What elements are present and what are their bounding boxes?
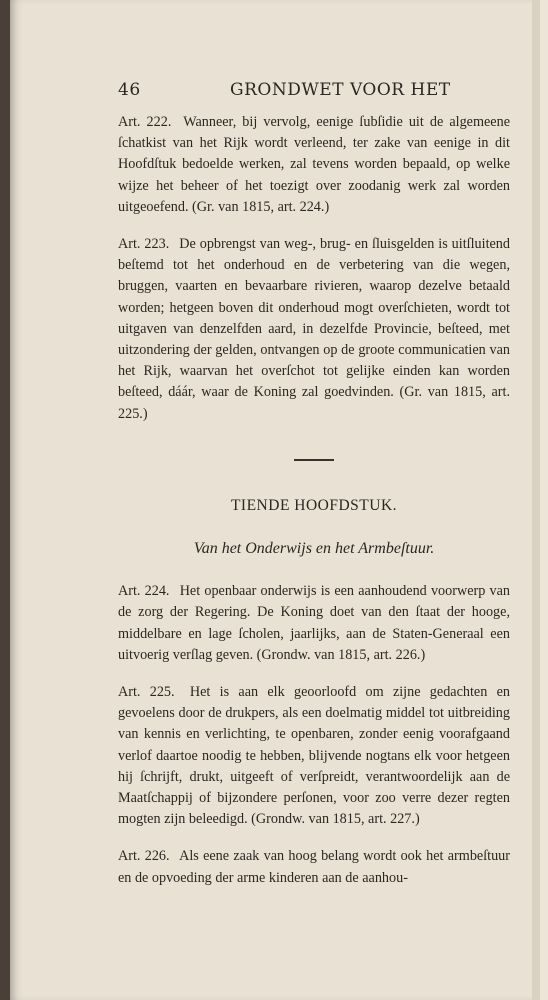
- page-number: 46: [118, 80, 141, 100]
- article-paragraph: [118, 846, 510, 888]
- article-text: Wanneer, bij vervolg, eenige ſubſidie uit de algemeene ſchatkist van het Rijk wordt verleend, ter zake van eenige in dit Hoofdſtuk bedoelde werken, zal tevens worden bepaald, op welke wijze het beheer of het toezigt over zoodanig werk zal worden uitgeoefend. (Gr. van 1815, art. 224.): [118, 114, 510, 215]
- article-paragraph: [118, 234, 510, 425]
- article-label: Art. 225.: [118, 684, 175, 701]
- page-right-edge: [532, 0, 540, 1000]
- book-spine-edge: [0, 0, 10, 1000]
- page-body: [118, 112, 510, 905]
- article-label: Art. 222.: [118, 114, 172, 130]
- article-text: Als eene zaak van hoog belang wordt ook het armbeſtuur en de opvoeding der arme kinderen aan de aanhou-: [118, 848, 511, 886]
- article-paragraph: [118, 112, 510, 218]
- running-title: GRONDWET VOOR HET: [230, 80, 451, 100]
- article-text: De opbrengst van weg-, brug- en ſluisgelden is uitſluitend beſtemd tot het onderhoud en de verbetering van die wegen, bruggen, vaarten en bevaarbare rivieren, waarop dezelve betaald worden; hetgeen boven dit onderhoud mogt overſchieten, wordt tot uitgaven van denzelfden aard, in dezelfde Provincie, beſteed, met uitzondering der gelden, ontvangen op de groote communicatien van het Rijk, waarvan het overſchot tot gelijke einden kan worden beſteed, dáár, waar de Koning zal goedvinden. (Gr. van 1815, art. 225.): [118, 236, 510, 422]
- article-paragraph: [118, 581, 510, 666]
- article-label: Art. 224.: [118, 583, 170, 600]
- article-text: Het openbaar onderwijs is een aanhoudend voorwerp van de zorg der Regering. De Koning doet van den ſtaat der hooge, middelbare en lage ſcholen, jaarlijks, aan de Staten-Generaal een uitvoerig verſlag geven. (Grondw. van 1815, art. 226.): [118, 583, 511, 663]
- article-text: Het is aan elk geoorloofd om zijne gedachten en gevoelens door de drukpers, als een doelmatig middel tot uitbreiding van kennis en verlichting, te openbaren, zonder eenig voorafgaand verlof daartoe noodig te hebben, blijvende nogtans elk voor hetgeen hij ſchrijft, drukt, uitgeeft of verſpreidt, verantwoordelijk aan de Maatſchappij of bijzondere perſonen, voor zoo verre dezer regten mogten zijn beleedigd. (Grondw. van 1815, art. 227.): [118, 684, 510, 828]
- article-paragraph: [118, 682, 510, 830]
- article-label: Art. 223.: [118, 236, 170, 253]
- chapter-subtitle: Van het Onderwijs en het Armbeſtuur.: [193, 540, 435, 558]
- chapter-title: TIENDE HOOFDSTUK.: [230, 496, 398, 514]
- article-label: Art. 226.: [118, 848, 170, 865]
- section-divider: [294, 459, 334, 461]
